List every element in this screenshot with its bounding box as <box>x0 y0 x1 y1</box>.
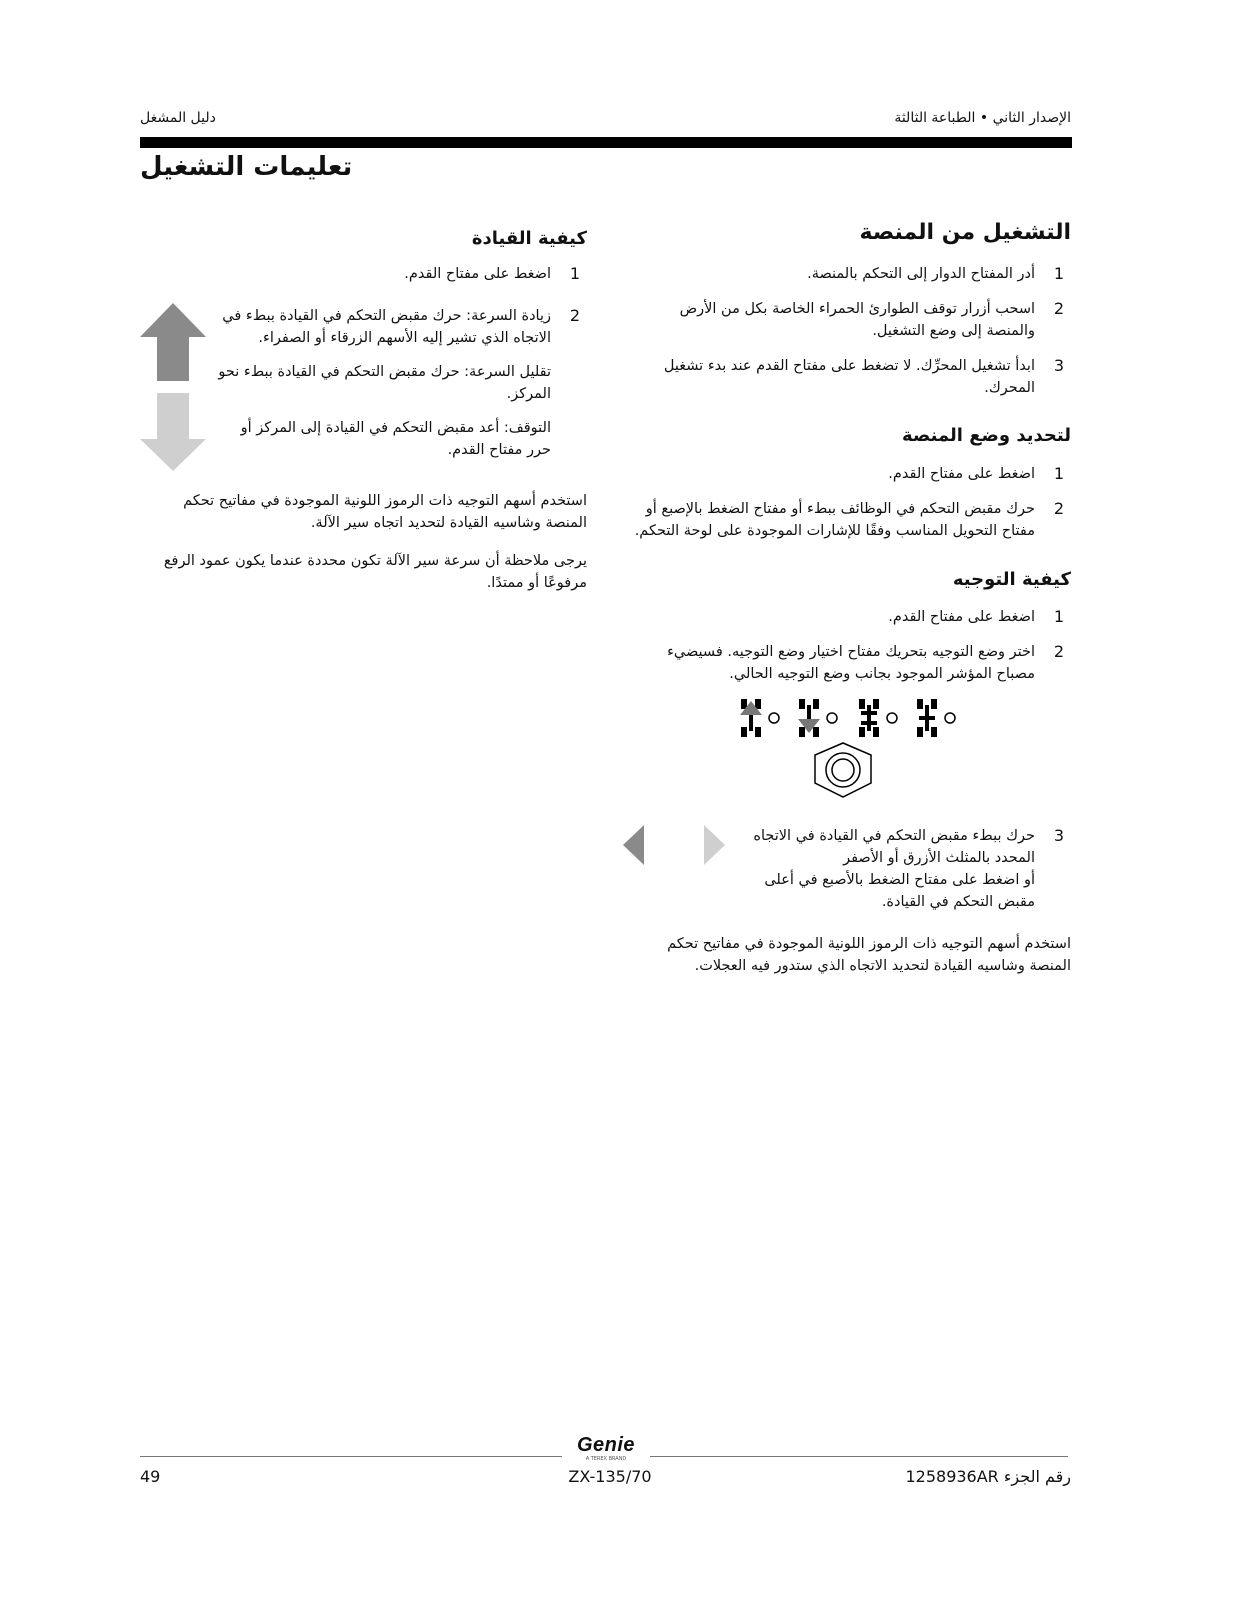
note-line: المنصة وشاسيه القيادة لتحديد الاتجاه الذي ستدور فيه العجلات. <box>694 958 1071 974</box>
step-text: اضغط على مفتاح القدم. <box>888 466 1035 482</box>
genie-logo <box>562 1434 650 1462</box>
selector-knob <box>815 743 871 797</box>
header-right: الإصدار الثاني • الطباعة الثالثة <box>894 110 1071 126</box>
step-number: 3 <box>1053 356 1065 375</box>
step-text: ابدأ تشغيل المحرِّك. لا تضغط على مفتاح القدم عند بدء تشغيل <box>663 358 1035 374</box>
step-text: المحدد بالمثلث الأزرق أو الأصفر <box>843 850 1035 866</box>
step-text: حرك ببطء مقبض التحكم في القيادة في الاتجاه <box>753 828 1035 844</box>
list-item <box>631 355 1071 401</box>
list-item <box>621 498 1071 544</box>
steer-right-arrow-icon <box>704 825 725 865</box>
header-left: دليل المشغل <box>140 110 216 126</box>
section-title-operation: التشغيل من المنصة <box>859 220 1071 245</box>
step-text: المحرك. <box>984 380 1035 396</box>
step-number: 2 <box>569 306 581 325</box>
list-item <box>631 463 1071 487</box>
drive-stop-text <box>211 417 551 461</box>
footer-rule-right <box>650 1456 1068 1457</box>
drive-reverse-arrow-icon <box>140 393 206 471</box>
step-number: 3 <box>1053 826 1065 845</box>
step-text: اضغط على مفتاح القدم. <box>888 609 1035 625</box>
step-text: مصباح المؤشر الموجود بجانب وضع التوجيه الحالي. <box>729 666 1035 682</box>
step-text: الاتجاه الذي تشير إليه الأسهم الزرقاء أو الصفراء. <box>258 330 551 346</box>
list-item <box>631 298 1071 344</box>
list-item <box>621 641 1071 687</box>
list-item <box>631 263 1071 287</box>
list-item <box>631 606 1071 630</box>
model-name: ZX-135/70 <box>568 1467 652 1486</box>
step-text: حرك مقبض التحكم في الوظائف ببطء أو مفتاح الضغط بالإصبع أو <box>645 501 1035 517</box>
step-text: أو اضغط على مفتاح الضغط بالأصبع في أعلى <box>764 872 1035 888</box>
step-text: التوقف: أعد مقبض التحكم في القيادة إلى المركز أو <box>240 420 551 436</box>
step-text: زيادة السرعة: حرك مقبض التحكم في القيادة ببطء في <box>222 308 551 324</box>
note-line: المنصة وشاسيه القيادة لتحديد اتجاه سير الآلة. <box>310 515 587 531</box>
step-text: المركز. <box>506 386 551 402</box>
drive-increase-text <box>211 305 551 349</box>
page-number: 49 <box>140 1467 161 1486</box>
note-direction <box>127 490 587 534</box>
note-line: مرفوعًا أو ممتدًا. <box>486 575 587 591</box>
footer-rule-left <box>140 1456 562 1457</box>
step-text: اسحب أزرار توقف الطوارئ الحمراء الخاصة بكل من الأرض <box>679 301 1035 317</box>
step-number: 2 <box>1053 299 1065 318</box>
step-number: 1 <box>1053 464 1065 483</box>
step-number: 2 <box>1053 642 1065 661</box>
logo-text: Genie <box>576 1434 636 1456</box>
note-line: يرجى ملاحظة أن سرعة سير الآلة تكون محددة عندما يكون عمود الرفع <box>163 553 587 569</box>
list-item <box>147 263 587 287</box>
drive-forward-arrow-icon <box>140 303 206 381</box>
note-line: استخدم أسهم التوجيه ذات الرموز اللونية الموجودة في مفاتيح تحكم <box>183 493 587 509</box>
step-text: حرر مفتاح القدم. <box>447 442 551 458</box>
step-number: 1 <box>569 264 581 283</box>
logo-subtext: A TEREX BRAND <box>585 1456 627 1462</box>
step-number: 1 <box>1053 264 1065 283</box>
step-number: 2 <box>1053 499 1065 518</box>
step-text: تقليل السرعة: حرك مقبض التحكم في القيادة ببطء نحو <box>218 364 551 380</box>
note-speed-limit <box>127 550 587 594</box>
section-title-steering: كيفية التوجيه <box>952 569 1071 590</box>
drive-decrease-text <box>211 361 551 405</box>
step-text: مقبض التحكم في القيادة. <box>881 894 1035 910</box>
step-text: مفتاح التحويل المناسب وفقًا للإشارات الموجودة على لوحة التحكم. <box>634 523 1035 539</box>
header-rule <box>140 137 1072 148</box>
list-item <box>147 305 587 465</box>
page-title: تعليمات التشغيل <box>140 152 353 182</box>
note-steering <box>611 933 1071 977</box>
steer-mode-icon <box>740 699 955 737</box>
part-number: رقم الجزء 1258936AR <box>905 1467 1071 1486</box>
section-title-driving: كيفية القيادة <box>471 228 587 249</box>
note-line: استخدم أسهم التوجيه ذات الرموز اللونية الموجودة في مفاتيح تحكم <box>667 936 1071 952</box>
step-text: أدر المفتاح الدوار إلى التحكم بالمنصة. <box>807 266 1035 282</box>
step-text: اختر وضع التوجيه بتحريك مفتاح اختيار وضع التوجيه. فسيضيء <box>667 644 1035 660</box>
steer-arrows-illustration <box>620 823 730 867</box>
step-number: 1 <box>1053 607 1065 626</box>
steer-mode-selector-illustration <box>728 693 968 805</box>
step-text: اضغط على مفتاح القدم. <box>404 266 551 282</box>
steer-left-arrow-icon <box>623 825 644 865</box>
drive-arrows-illustration <box>140 303 206 473</box>
step-text: والمنصة إلى وضع التشغيل. <box>872 323 1035 339</box>
section-title-position: لتحديد وضع المنصة <box>901 425 1071 446</box>
